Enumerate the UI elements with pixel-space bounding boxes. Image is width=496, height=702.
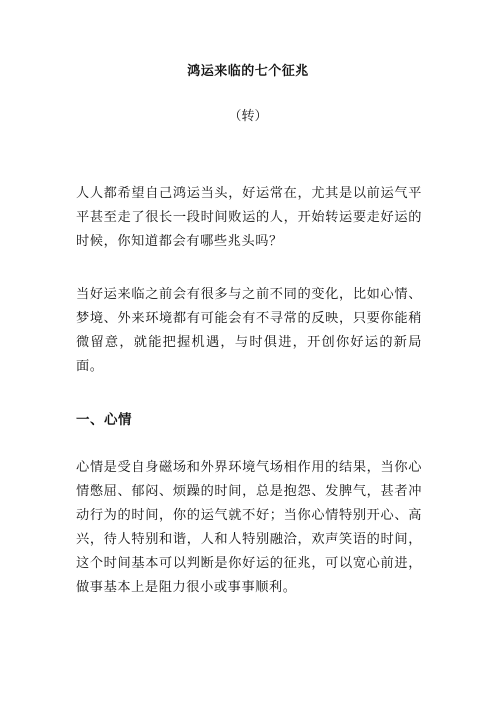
- document-subtitle: （转）: [228, 109, 268, 124]
- intro-paragraph-2: 当好运来临之前会有很多与之前不同的变化，比如心情、梦境、外来环境都有可能会有不寻常的反映，只要你能稍微留意，就能把握机遇，与时俱进，开创你好运的新局面。: [76, 287, 422, 374]
- section-heading-mood: 一、心情: [76, 412, 132, 428]
- document-title: 鸿运来临的七个征兆: [187, 64, 309, 79]
- intro-paragraph-1: 人人都希望自己鸿运当头，好运常在，尤其是以前运气平平甚至走了很长一段时间败运的人，开始转运要走好运的时候，你知道都会有哪些兆头吗？: [76, 186, 422, 249]
- section-paragraph-mood: 心情是受自身磁场和外界环境气场相作用的结果，当你心情憋屈、郁闷、烦躁的时间，总是抱怨、发脾气，甚者冲动行为的时间，你的运气就不好；当你心情特别开心、高兴，待人特别和谐，人和人特别融洽，欢声笑语的时间，这个时间基本可以判断是你好运的征兆，可以宽心前进，做事基本上是阻力很小或事事顺利。: [76, 460, 422, 595]
